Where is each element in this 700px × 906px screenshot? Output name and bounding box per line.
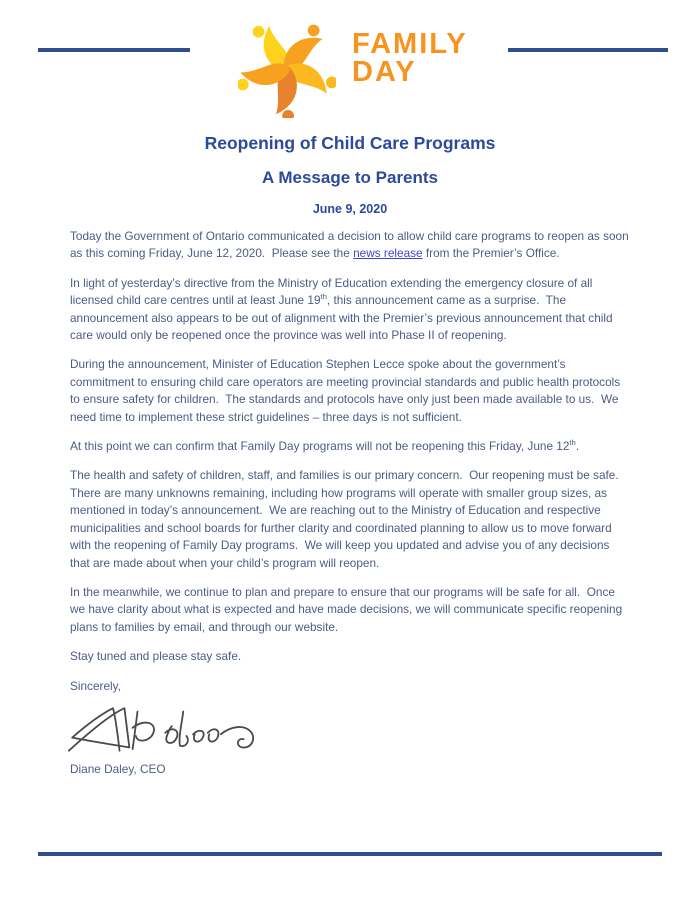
header-rule-left — [38, 48, 190, 52]
text-run: Today the Government of Ontario communicated a decision to allow child care programs to reopen as soon as this coming Friday, June 12, 2020. Please see the — [70, 229, 632, 261]
brand-wordmark — [352, 30, 468, 86]
salutation: Sincerely, — [70, 678, 121, 693]
letter-content — [70, 228, 632, 778]
letter-body — [70, 228, 632, 666]
family-day-logo-icon — [238, 20, 336, 118]
superscript: th — [569, 438, 576, 448]
news-release-link[interactable]: news release — [353, 246, 423, 261]
text-run: . — [575, 439, 580, 454]
paragraph — [70, 438, 632, 455]
page-title: Reopening of Child Care Programs — [204, 133, 496, 153]
superscript: th — [320, 292, 327, 302]
paragraph — [70, 228, 632, 263]
letter-date: June 9, 2020 — [312, 202, 388, 216]
paragraph — [70, 467, 632, 571]
header-rule-right — [508, 48, 668, 52]
paragraph — [70, 648, 632, 665]
paragraph — [70, 356, 632, 426]
text-run: In the meanwhile, we continue to plan and prepare to ensure that our programs will be safe for all. Once we have clarity about what is expected and have made decisions, we will communicate specific reopening plans to families by email, and through our website. — [70, 584, 626, 634]
page-subtitle: A Message to Parents — [261, 168, 439, 187]
text-run: In light of yesterday’s directive from the Ministry of Education extending the emergency closure of all licensed child care centres until at least June 19 — [70, 275, 596, 308]
signature-icon — [64, 697, 260, 757]
signatory-name: Diane Daley, CEO — [70, 761, 166, 776]
text-run: , this announcement came as a surprise. The announcement also appears to be out of alignment with the Premier’s previous announcement that child care would only be reopened once the province was well into Phase II of reopening. — [70, 293, 616, 343]
paragraph — [70, 584, 632, 636]
letter-heading — [0, 133, 700, 216]
text-run: During the announcement, Minister of Education Stephen Lecce spoke about the government’s commitment to ensuring child care operators are meeting provincial standards and public health protocols to ensure safety for children. The standards and protocols have only just been made available to us. We need time to implement these strict guidelines – three days is not sufficient. — [70, 357, 624, 424]
footer-rule — [38, 852, 662, 856]
brand-line-1: FAMILY — [352, 28, 468, 60]
text-run: Stay tuned and please stay safe. — [70, 649, 242, 664]
brand-line-2: DAY — [352, 56, 417, 88]
text-run: The health and safety of children, staff, and families is our primary concern. Our reopening must be safe. There are many unknowns remaining, including how programs will operate with smaller group sizes, as mentioned in today’s announcement. We are reaching out to the Ministry of Education and respective municipalities and school boards for further clarity and coordinated planning to allow us to move forward with the reopening of Family Day programs. We will keep you updated and advise you of any decisions that are made about when your child’s program will reopen. — [70, 468, 625, 570]
text-run: At this point we can confirm that Family Day programs will not be reopening this Friday, June 12 — [70, 439, 570, 454]
paragraph — [70, 275, 632, 345]
text-run: from the Premier’s Office. — [422, 246, 560, 261]
